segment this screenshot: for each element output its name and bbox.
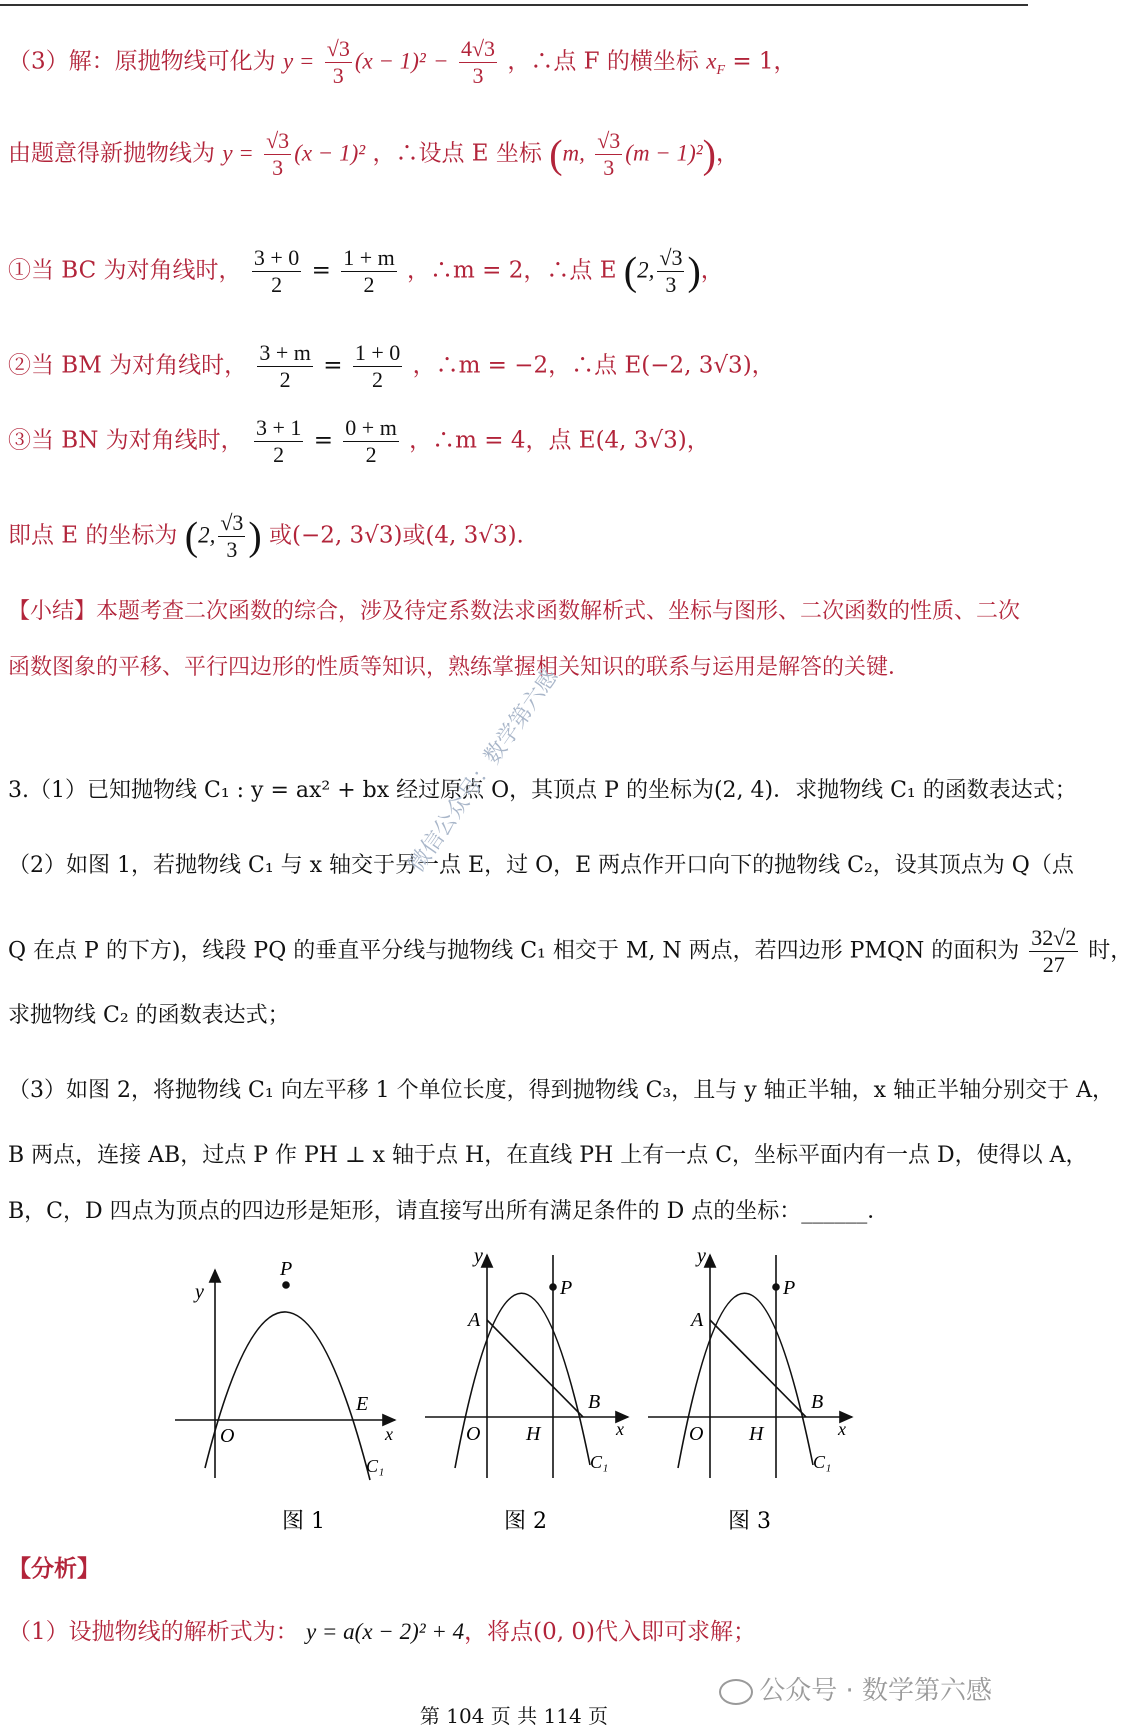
label-p: P: [783, 1277, 796, 1299]
label-b: B: [811, 1391, 824, 1413]
point-p: [773, 1284, 779, 1290]
text: （2）如图 1，若抛物线 C₁ 与 x 轴交于另一点 E，过 O，E 两点作开口向下的抛物线 C₂，设其顶点为 Q（点: [8, 853, 1074, 878]
segment-ab: [710, 1320, 806, 1417]
denominator: 2: [279, 367, 291, 392]
summary-line-1: [8, 596, 1020, 628]
point-p: [283, 1282, 289, 1288]
math: y =: [282, 48, 315, 74]
denominator: 2: [271, 272, 283, 297]
numerator: √3: [326, 36, 350, 61]
denominator: 3: [665, 272, 677, 297]
denominator: 3: [603, 155, 615, 180]
label-h: H: [526, 1423, 541, 1445]
denominator: 27: [1042, 952, 1065, 977]
math: (m − 1)²: [625, 140, 703, 166]
text: 函数图象的平移、平行四边形的性质等知识，熟练掌握相关知识的联系与运用是解答的关键．: [8, 655, 911, 680]
numerator: 4√3: [460, 36, 496, 61]
label-h: H: [749, 1423, 764, 1445]
solution-line-1: [8, 36, 1020, 89]
text: ②当 BM 为对角线时，: [8, 352, 248, 379]
problem-3-part-3-end: [8, 1196, 1020, 1228]
fraction: [257, 340, 313, 393]
numerator: 0 + m: [345, 415, 397, 440]
math: =: [311, 257, 331, 284]
answer-line: [8, 510, 1020, 563]
figures: [0, 1240, 1028, 1540]
watermark-diagonal: 微信公众号：数学第六感: [404, 664, 564, 878]
fraction: [657, 245, 684, 298]
numerator: 3 + m: [259, 340, 311, 365]
fraction: [595, 128, 622, 181]
label-c1: C₁: [366, 1456, 385, 1476]
label-b: B: [588, 1391, 601, 1413]
numerator: √3: [266, 128, 290, 153]
math: −: [433, 48, 449, 74]
math: y =: [222, 140, 254, 166]
problem-3-part-2-end: [8, 1000, 1020, 1032]
label-o: O: [689, 1423, 704, 1445]
segment-ab: [487, 1320, 583, 1417]
text: 由题意得新抛物线为: [8, 140, 215, 167]
fraction: [254, 415, 303, 468]
label-a: A: [468, 1309, 481, 1331]
label-c1: C₁: [813, 1452, 832, 1472]
fraction: [343, 415, 399, 468]
problem-3-part-3-cont: [8, 1140, 1088, 1172]
denominator: 2: [363, 272, 375, 297]
paren: (: [184, 513, 199, 559]
math: 2,: [198, 522, 216, 548]
solution-line-2: [8, 128, 1020, 181]
numerator: √3: [220, 510, 244, 535]
caption-fig-3: 图 3: [728, 1509, 771, 1534]
numerator: √3: [659, 245, 683, 270]
text: 即点 E 的坐标为: [8, 522, 178, 549]
problem-3-part-2: [8, 850, 1074, 882]
math: m,: [562, 140, 585, 166]
label-c1: C₁: [590, 1452, 609, 1472]
denominator: 2: [365, 442, 377, 467]
label-p: P: [280, 1258, 293, 1280]
case-3: [8, 415, 1020, 468]
text: 【小结】本题考查二次函数的综合，涉及待定系数法求函数解析式、坐标与图形、二次函数的性质、二次: [8, 599, 1021, 624]
denominator: 2: [273, 442, 285, 467]
text: ，将点(0, 0)代入即可求解；: [464, 1619, 756, 1645]
label-e: E: [356, 1393, 369, 1415]
text: ③当 BN 为对角线时，: [8, 427, 244, 454]
watermark-text: 公众号 · 数学第六感: [759, 1676, 992, 1706]
summary-line-2: [8, 652, 1020, 684]
text: 时，: [1088, 938, 1132, 964]
case-1: [8, 245, 1020, 298]
label-x: x: [838, 1419, 846, 1439]
fraction: [341, 245, 397, 298]
label-x: x: [385, 1424, 393, 1444]
analysis-line-1: [8, 1616, 1020, 1648]
numerator: 1 + m: [343, 245, 395, 270]
math: x: [706, 48, 717, 74]
denominator: 2: [372, 367, 384, 392]
math: =: [323, 352, 343, 379]
denominator: 3: [332, 63, 344, 88]
label-p: P: [560, 1277, 573, 1299]
denominator: 3: [272, 155, 284, 180]
label-o: O: [220, 1425, 235, 1447]
text: 3.（1）已知抛物线 C₁ : y = ax² + bx 经过原点 O，其顶点 P 的坐标为(2, 4)．求抛物线 C₁ 的函数表达式；: [8, 778, 1077, 803]
fraction: [264, 128, 291, 181]
text: ，∴m = 4，点 E(4, 3√3)，: [409, 427, 710, 454]
text: Q 在点 P 的下方)，线段 PQ 的垂直平分线与抛物线 C₁ 相交于 M, N 两点，若四边形 PMQN 的面积为: [8, 938, 1020, 964]
problem-3-part-2-cont: [8, 925, 1132, 978]
paren: ): [248, 513, 262, 559]
text: ，∴m = −2，∴点 E(−2, 3√3)，: [412, 352, 775, 379]
label-a: A: [691, 1309, 704, 1331]
case-2: [8, 340, 1020, 393]
math: y = a(x − 2)² + 4: [305, 1619, 465, 1644]
label-y: y: [195, 1281, 204, 1303]
text: （1）设抛物线的解析式为：: [8, 1619, 299, 1645]
caption-fig-2: 图 2: [504, 1509, 547, 1534]
numerator: 32√2: [1031, 925, 1077, 950]
math: =: [313, 427, 333, 454]
numerator: 3 + 0: [253, 245, 300, 270]
label-y: y: [697, 1245, 706, 1267]
label-x: x: [616, 1419, 624, 1439]
fraction: [353, 340, 402, 393]
denominator: 3: [226, 537, 238, 562]
math: (x − 1)²: [354, 48, 426, 74]
numerator: 3 + 1: [255, 415, 302, 440]
problem-3-part-1: [8, 775, 1077, 807]
text: ①当 BC 为对角线时，: [8, 257, 242, 284]
paren: ): [687, 248, 701, 294]
label-o: O: [466, 1423, 481, 1445]
page-footer: 第 104 页 共 114 页: [419, 1704, 609, 1728]
paren: (: [549, 131, 563, 177]
text: ，∴设点 E 坐标: [372, 140, 542, 167]
text: 【分析】: [8, 1555, 100, 1582]
fraction: [325, 36, 352, 89]
text: 求抛物线 C₂ 的函数表达式；: [8, 1003, 290, 1028]
fraction: [252, 245, 301, 298]
text: （3）解：原抛物线可化为: [8, 48, 276, 75]
text: ，: [700, 257, 724, 284]
paren: ): [702, 131, 716, 177]
paren: (: [623, 248, 638, 294]
numerator: √3: [597, 128, 621, 153]
text: B 两点，连接 AB，过点 P 作 PH ⊥ x 轴于点 H，在直线 PH 上有一点 C，坐标平面内有一点 D，使得以 A，: [8, 1143, 1088, 1168]
text: = 1，: [732, 48, 797, 75]
fraction: [459, 36, 497, 89]
subscript: F: [716, 63, 726, 79]
fraction: [218, 510, 245, 563]
text: B，C，D 四点为顶点的四边形是矩形，请直接写出所有满足条件的 D 点的坐标：______．: [8, 1199, 890, 1224]
numerator: 1 + 0: [354, 340, 401, 365]
label-y: y: [474, 1245, 483, 1267]
text: 或(−2, 3√3)或(4, 3√3).: [269, 522, 524, 549]
caption-fig-1: 图 1: [282, 1509, 325, 1534]
problem-3-part-3: [8, 1075, 1114, 1107]
math: (x − 1)²: [294, 140, 366, 166]
top-rule: [0, 4, 1028, 6]
text: ，∴m = 2，∴点 E: [407, 257, 617, 284]
text: ，∴点 F 的横坐标: [507, 48, 699, 75]
text: （3）如图 2，将抛物线 C₁ 向左平移 1 个单位长度，得到抛物线 C₃，且与 y 轴正半轴，x 轴正半轴分别交于 A，: [8, 1078, 1114, 1103]
fraction: [1029, 925, 1078, 978]
text: ，: [715, 140, 739, 167]
parabola-c1: [205, 1312, 370, 1480]
math: 2,: [637, 257, 655, 283]
denominator: 3: [472, 63, 484, 88]
figure-1: [175, 1270, 395, 1480]
point-p: [550, 1284, 556, 1290]
analysis-title: [8, 1553, 1020, 1585]
